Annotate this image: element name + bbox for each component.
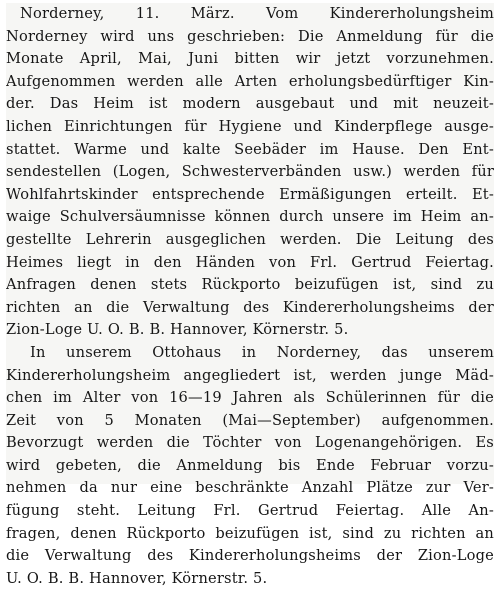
article-line-24: fragen, denen Rückporto beizufügen ist, sind zu richten an xyxy=(6,524,494,542)
article-line-5: der. Das Heim ist modern ausgebaut und mit neuzeit- xyxy=(6,95,494,113)
article-line-17: Kindererholungsheim angegliedert ist, werden junge Mäd- xyxy=(6,366,494,384)
article-line-4: Aufgenommen werden alle Arten erholungsbedürftiger Kin- xyxy=(6,72,494,90)
article-line-18: chen im Alter von 16—19 Jahren als Schülerinnen für die xyxy=(6,389,494,407)
article-line-10: waige Schulversäumnisse können durch unsere im Heim an- xyxy=(6,208,494,226)
article-line-13: Anfragen denen stets Rückporto beizufügen ist, sind zu xyxy=(6,276,494,294)
article-line-25: die Verwaltung des Kindererholungsheims der Zion-Loge xyxy=(6,547,494,565)
article-line-21: wird gebeten, die Anmeldung bis Ende Februar vorzu- xyxy=(6,456,494,474)
article-line-9: Wohlfahrtskinder entsprechende Ermäßigungen erteilt. Et- xyxy=(6,185,494,203)
article-line-19: Zeit von 5 Monaten (Mai—September) aufgenommen. xyxy=(6,411,494,429)
article-line-14: richten an die Verwaltung des Kindererholungsheims der xyxy=(6,298,494,316)
article-line-20: Bevorzugt werden die Töchter von Logenangehörigen. Es xyxy=(6,434,494,452)
article-line-16: In unserem Ottohaus in Norderney, das unserem xyxy=(30,343,494,361)
article-line-6: lichen Einrichtungen für Hygiene und Kinderpflege ausge- xyxy=(6,117,494,135)
article-line-2: Norderney wird uns geschrieben: Die Anmeldung für die xyxy=(6,27,494,45)
article-line-26: U. O. B. B. Hannover, Körnerstr. 5. xyxy=(6,569,268,587)
article-line-23: fügung steht. Leitung Frl. Gertrud Feiertag. Alle An- xyxy=(6,502,494,520)
article-line-12: Heimes liegt in den Händen von Frl. Gertrud Feiertag. xyxy=(6,253,494,271)
article-line-7: stattet. Warme und kalte Seebäder im Hause. Den Ent- xyxy=(6,140,494,158)
article-line-8: sendestellen (Logen, Schwesterverbänden usw.) werden für xyxy=(6,163,494,181)
article-line-3: Monate April, Mai, Juni bitten wir jetzt vorzunehmen. xyxy=(6,50,494,68)
newspaper-clipping xyxy=(6,3,494,587)
article-line-15: Zion-Loge U. O. B. B. Hannover, Körnerstr. 5. xyxy=(6,321,349,339)
article-line-11: gestellte Lehrerin ausgeglichen werden. Die Leitung des xyxy=(6,230,494,248)
article-line-1: Norderney, 11. März. Vom Kindererholungsheim xyxy=(20,5,494,22)
article-line-22: nehmen da nur eine beschränkte Anzahl Plätze zur Ver- xyxy=(6,479,494,497)
